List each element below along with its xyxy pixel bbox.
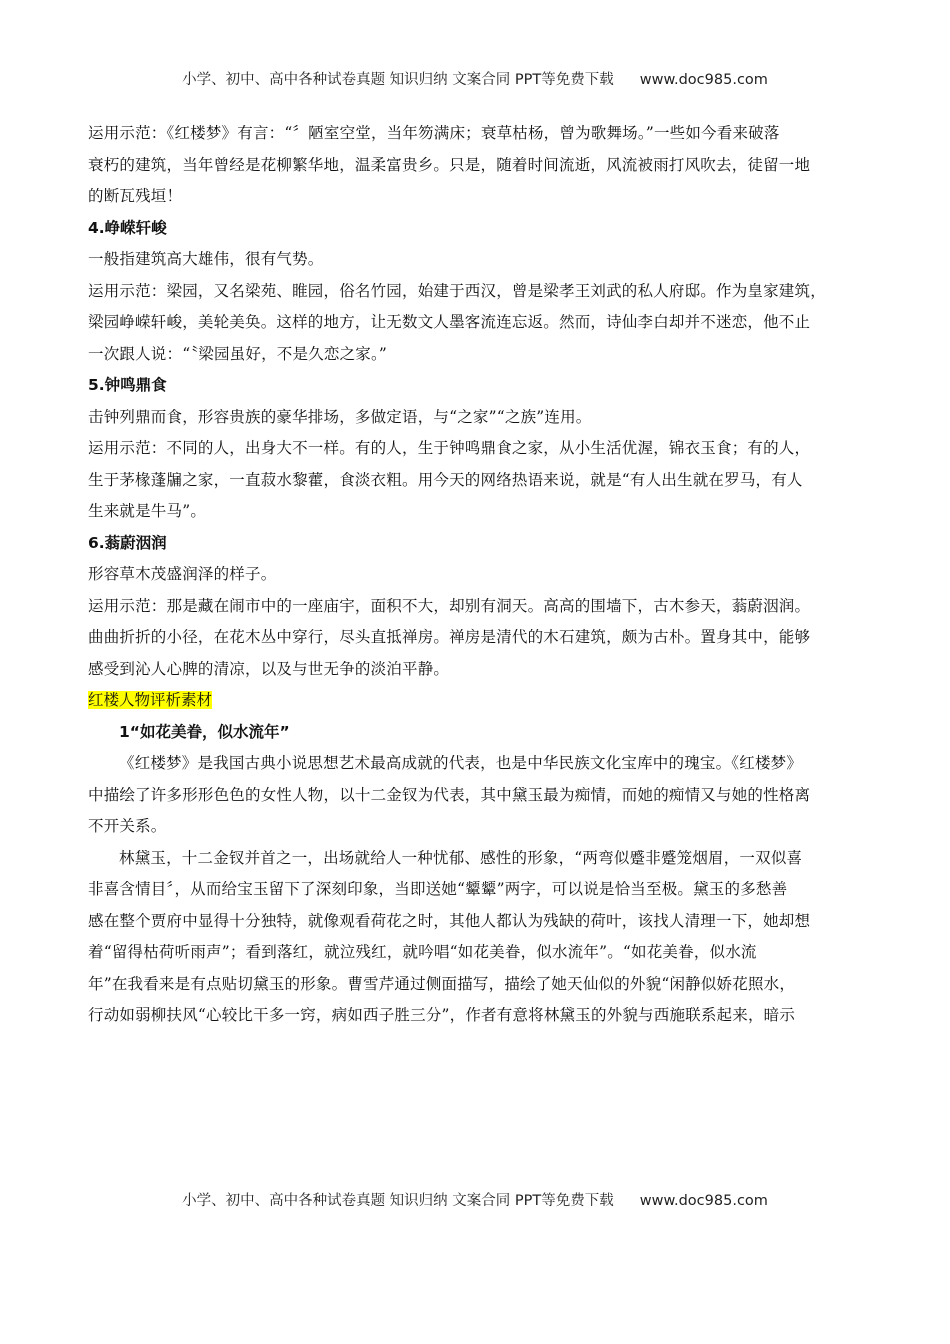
- page-footer: [0, 1189, 950, 1210]
- page-header: [0, 68, 950, 89]
- paragraph-line: 运用示范：梁园，又名梁苑、睢园，俗名竹园，始建于西汉，曾是梁孝王刘武的私人府邸。作为皇家建筑，: [88, 281, 826, 300]
- document-body: [88, 118, 874, 1032]
- paragraph-line: 梁园峥嵘轩峻，美轮美奂。这样的地方，让无数文人墨客流连忘返。然而，诗仙李白却并不迷恋，他不止: [88, 313, 811, 331]
- article-subheading: 1“如花美眷，似水流年”: [119, 722, 290, 741]
- paragraph-line: 不开关系。: [88, 817, 167, 835]
- paragraph-line: 《红楼梦》是我国古典小说思想艺术最高成就的代表，也是中华民族文化宝库中的瑰宝。《红楼梦》: [119, 754, 803, 772]
- section-heading-4: 4.峥嵘轩峻: [88, 218, 167, 237]
- paragraph-line: 的断瓦残垣！: [88, 187, 183, 205]
- paragraph-line: 衰朽的建筑，当年曾经是花柳繁华地，温柔富贵乡。只是，随着时间流逝，风流被雨打风吹去，徒留一地: [88, 155, 811, 174]
- highlighted-section-label: 红楼人物评析素材: [88, 691, 213, 709]
- definition-line: 一般指建筑高大雄伟，很有气势。: [88, 250, 324, 268]
- paragraph-line: 着“留得枯荷听雨声”；看到落红，就泣残红，就吟唱“如花美眷，似水流年”。“如花美眷，似水流: [88, 943, 757, 961]
- header-url[interactable]: www.doc985.com: [639, 72, 768, 88]
- paragraph-line: 曲曲折折的小径，在花木丛中穿行，尽头直抵禅房。禅房是清代的木石建筑，颇为古朴。置身其中，能够: [88, 628, 811, 646]
- section-heading-6: 6.蓊蔚洇润: [88, 533, 167, 552]
- paragraph-line: 非喜含情目〞，从而给宝玉留下了深刻印象，当即送她“颦颦”两字，可以说是恰当至极。黛玉的多愁善: [88, 880, 788, 898]
- paragraph-line: 感在整个贾府中显得十分独特，就像观看荷花之时，其他人都认为残缺的荷叶，该找人清理一下，她却想: [88, 911, 811, 930]
- paragraph-line: 行动如弱柳扶风“心较比干多一窍，病如西子胜三分”，作者有意将林黛玉的外貌与西施联系起来，暗示: [88, 1006, 796, 1024]
- paragraph-line: 林黛玉，十二金钗并首之一，出场就给人一种忧郁、感性的形象，“两弯似蹙非蹙笼烟眉，一双似喜: [119, 848, 803, 867]
- section-heading-5: 5.钟鸣鼎食: [88, 376, 167, 394]
- definition-line: 形容草木茂盛润泽的样子。: [88, 565, 277, 583]
- paragraph-line: 生于茅椽蓬牖之家，一直菽水黎藿，食淡衣粗。用今天的网络热语来说，就是“有人出生就在罗马，有人: [88, 470, 803, 489]
- definition-line: 击钟列鼎而食，形容贵族的豪华排场，多做定语，与“之家”“之族”连用。: [88, 407, 592, 426]
- section-label-row: [88, 685, 874, 717]
- paragraph-line: 感受到沁人心脾的清凉，以及与世无争的淡泊平静。: [88, 659, 450, 678]
- paragraph-line: 运用示范：不同的人，出身大不一样。有的人，生于钟鸣鼎食之家，从小生活优渥，锦衣玉食；有的人，: [88, 439, 811, 457]
- paragraph-line: 年”在我看来是有点贴切黛玉的形象。曹雪芹通过侧面描写，描绘了她天仙似的外貌“闲静似娇花照水，: [88, 974, 796, 993]
- paragraph-line: 一次跟人说：“〝梁园虽好，不是久恋之家。”: [88, 344, 388, 363]
- paragraph-line: 运用示范：《红楼梦》有言：“〞陋室空堂，当年笏满床；衰草枯杨，曾为歌舞场。”一些如今看来破落: [88, 124, 780, 142]
- paragraph-line: 运用示范：那是藏在闹市中的一座庙宇，面积不大，却别有洞天。高高的围墙下，古木参天，蓊蔚洇润。: [88, 596, 811, 615]
- footer-url[interactable]: www.doc985.com: [639, 1193, 768, 1209]
- paragraph-line: 中描绘了许多形形色色的女性人物，以十二金钗为代表，其中黛玉最为痴情，而她的痴情又与她的性格离: [88, 785, 811, 804]
- paragraph-line: 生来就是牛马”。: [88, 502, 207, 520]
- header-text: 小学、初中、高中各种试卷真题 知识归纳 文案合同 PPT等免费下载: [182, 72, 614, 88]
- footer-text: 小学、初中、高中各种试卷真题 知识归纳 文案合同 PPT等免费下载: [182, 1193, 614, 1209]
